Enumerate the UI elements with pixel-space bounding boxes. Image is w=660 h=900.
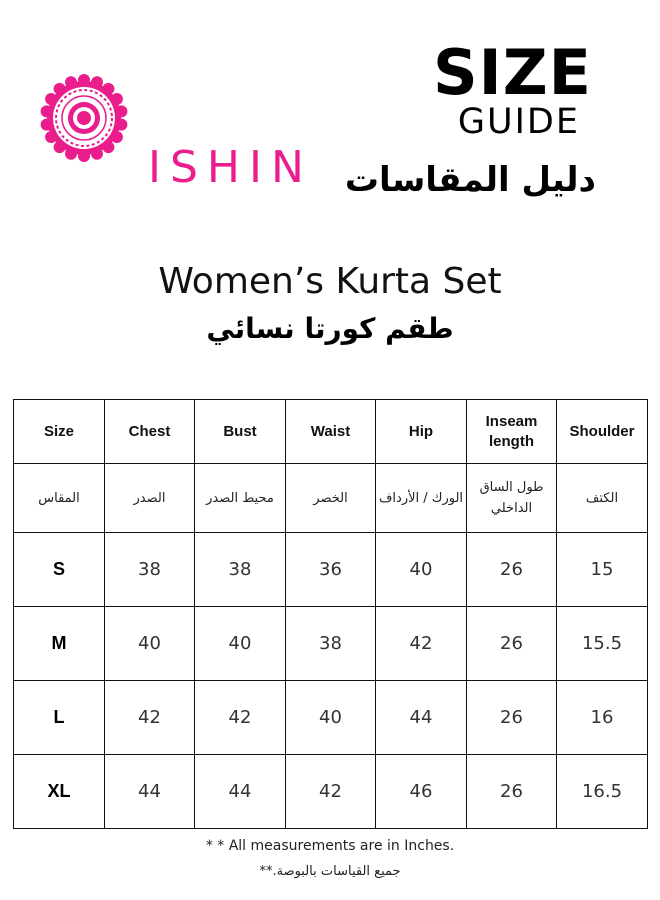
value-cell: 40 [286,681,376,755]
measurement-note: * * All measurements are in Inches. [205,838,455,854]
size-cell: M [14,607,105,681]
header-cell: Shoulder [557,400,648,464]
table-row [14,755,648,829]
value-cell: 38 [286,607,376,681]
value-cell: 26 [467,681,557,755]
value-cell: 16 [557,681,648,755]
table-row [14,533,648,607]
brand-name: ISHIN [148,142,313,193]
size-chart-table [13,399,648,829]
value-cell: 15 [557,533,648,607]
table-row [14,681,648,755]
arabic-header-row [14,464,648,533]
value-cell: 16.5 [557,755,648,829]
header-cell: Waist [286,400,376,464]
arabic-header-cell: المقاس [14,464,105,533]
value-cell: 42 [105,681,195,755]
size-cell: XL [14,755,105,829]
value-cell: 38 [195,533,286,607]
brand-logo [38,72,313,193]
value-cell: 38 [105,533,195,607]
value-cell: 26 [467,533,557,607]
header-cell: Size [14,400,105,464]
value-cell: 42 [195,681,286,755]
value-cell: 26 [467,607,557,681]
value-cell: 42 [376,607,467,681]
arabic-header-cell: الصدر [105,464,195,533]
title-guide: GUIDE [457,102,580,142]
arabic-header-cell: الورك / الأرداف [376,464,467,533]
value-cell: 40 [376,533,467,607]
value-cell: 44 [195,755,286,829]
title-size: SIZE [432,36,592,109]
value-cell: 26 [467,755,557,829]
product-title: Women’s Kurta Set [158,261,502,302]
arabic-header-cell: الكتف [557,464,648,533]
value-cell: 42 [286,755,376,829]
arabic-header-cell: الخصر [286,464,376,533]
arabic-header-cell: طول الساق الداخلي [467,464,557,533]
header-cell: Inseam length [467,400,557,464]
header-cell: Chest [105,400,195,464]
header-row [14,400,648,464]
value-cell: 40 [195,607,286,681]
size-cell: S [14,533,105,607]
value-cell: 44 [376,681,467,755]
value-cell: 46 [376,755,467,829]
value-cell: 15.5 [557,607,648,681]
flower-emblem-icon [38,72,130,164]
table-row [14,607,648,681]
value-cell: 44 [105,755,195,829]
value-cell: 40 [105,607,195,681]
header-cell: Hip [376,400,467,464]
title-arabic: دليل المقاسات [344,160,596,200]
measurement-note-arabic: جميع القياسات بالبوصة.** [259,864,401,879]
value-cell: 36 [286,533,376,607]
product-title-arabic: طقم كورتا نسائي [206,312,454,345]
header-cell: Bust [195,400,286,464]
size-cell: L [14,681,105,755]
arabic-header-cell: محيط الصدر [195,464,286,533]
